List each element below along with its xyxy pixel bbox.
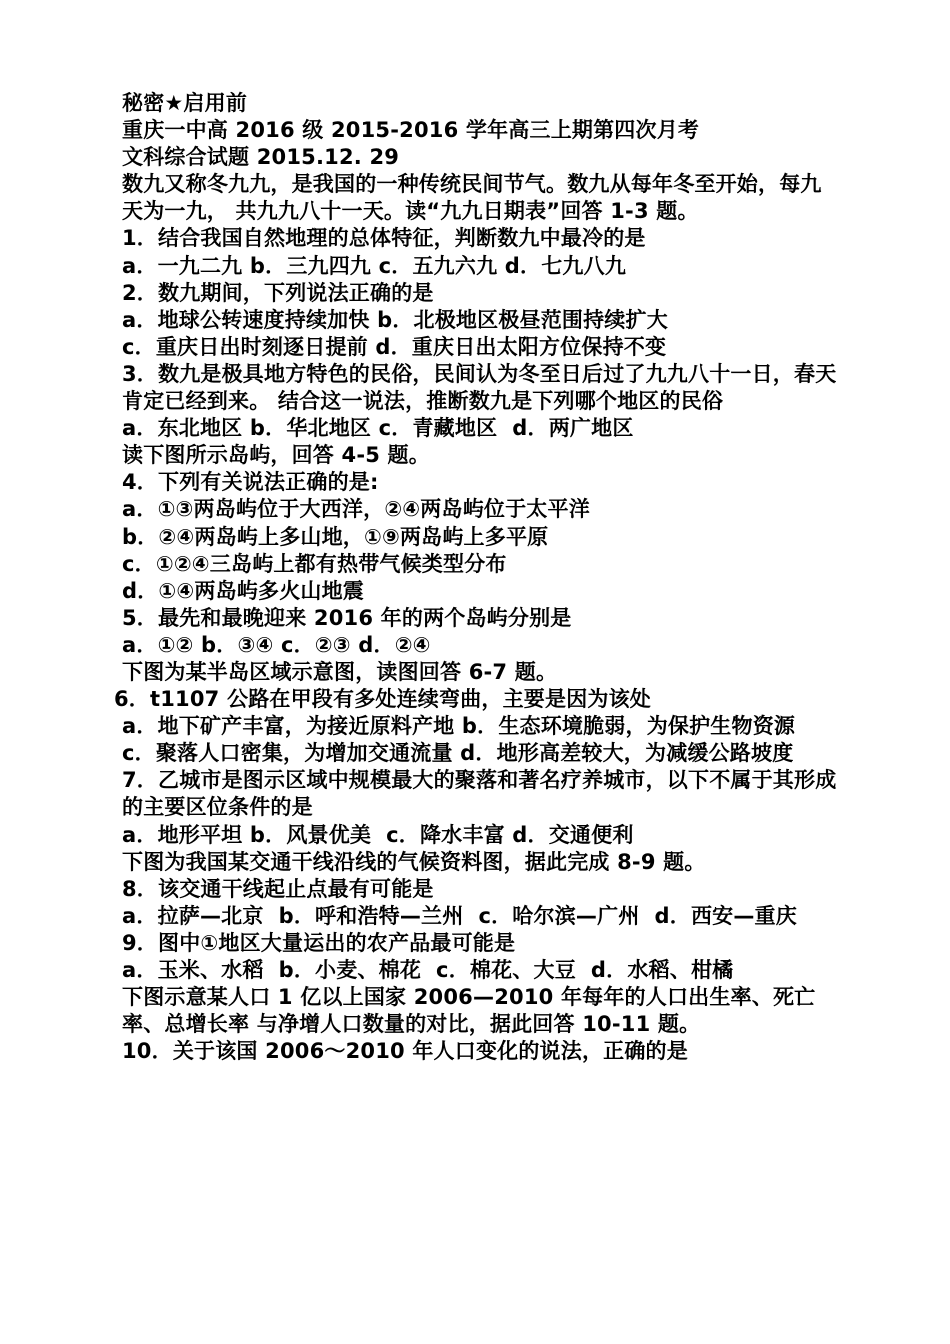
question-4-option-a: a．①③两岛屿位于大西洋，②④两岛屿位于太平洋 bbox=[122, 497, 590, 522]
question-2: 2．数九期间，下列说法正确的是 bbox=[122, 280, 434, 305]
intro-paragraph-2: 读下图所示岛屿，回答 4-5 题。 bbox=[122, 443, 430, 468]
question-1: 1．结合我国自然地理的总体特征，判断数九中最冷的是 bbox=[122, 226, 646, 251]
question-5-options: a．①② b．③④ c．②③ d．②④ bbox=[122, 632, 431, 657]
exam-page bbox=[114, 90, 838, 1065]
question-1-options: a．一九二九 b．三九四九 c．五九六九 d．七九八九 bbox=[122, 253, 627, 278]
question-7-options: a．地形平坦 b．风景优美 c．降水丰富 d．交通便利 bbox=[122, 822, 634, 847]
question-8-options: a．拉萨—北京 b．呼和浩特—兰州 c．哈尔滨—广州 d．西安—重庆 bbox=[122, 903, 797, 928]
question-6-options-ab: a．地下矿产丰富，为接近原料产地 b．生态环境脆弱，为保护生物资源 bbox=[122, 714, 796, 739]
question-6: 6．t1107 公路在甲段有多处连续弯曲，主要是因为该处 bbox=[114, 687, 652, 712]
secret-mark: 秘密★启用前 bbox=[122, 91, 248, 115]
question-3-options: a．东北地区 b．华北地区 c．青藏地区 d．两广地区 bbox=[122, 416, 634, 441]
question-7: 7．乙城市是图示区域中规模最大的聚落和著名疗养城市，以下不属于其形成的主要区位条件的是 bbox=[122, 768, 837, 820]
question-4-option-d: d．①④两岛屿多火山地震 bbox=[122, 578, 364, 603]
exam-subtitle: 文科综合试题 2015.12. 29 bbox=[122, 145, 400, 170]
question-4-option-c: c．①②④三岛屿上都有热带气候类型分布 bbox=[122, 551, 507, 576]
question-4: 4．下列有关说法正确的是: bbox=[122, 470, 379, 495]
question-9: 9．图中①地区大量运出的农产品最可能是 bbox=[122, 930, 516, 955]
question-4-option-b: b．②④两岛屿上多山地，①⑨两岛屿上多平原 bbox=[122, 524, 549, 549]
question-5: 5．最先和最晚迎来 2016 年的两个岛屿分别是 bbox=[122, 605, 572, 630]
question-2-options-cd: c．重庆日出时刻逐日提前 d．重庆日出太阳方位保持不变 bbox=[122, 334, 667, 359]
intro-paragraph-1: 数九又称冬九九，是我国的一种传统民间节气。数九从每年冬至开始，每九天为一九， 共九九八十一天。读“九九日期表”回答 1-3 题。 bbox=[122, 172, 822, 224]
question-2-options-ab: a．地球公转速度持续加快 b．北极地区极昼范围持续扩大 bbox=[122, 307, 668, 332]
question-3: 3．数九是极具地方特色的民俗，民间认为冬至日后过了九九八十一日，春天肯定已经到来。 结合这一说法，推断数九是下列哪个地区的民俗 bbox=[122, 361, 837, 414]
question-10: 10．关于该国 2006～2010 年人口变化的说法，正确的是 bbox=[122, 1039, 688, 1064]
intro-paragraph-4: 下图为我国某交通干线沿线的气候资料图，据此完成 8-9 题。 bbox=[122, 849, 706, 874]
exam-title: 重庆一中高 2016 级 2015-2016 学年高三上期第四次月考 bbox=[122, 118, 700, 143]
intro-paragraph-3: 下图为某半岛区域示意图，读图回答 6-7 题。 bbox=[122, 659, 558, 684]
question-9-options: a．玉米、水稻 b．小麦、棉花 c．棉花、大豆 d．水稻、柑橘 bbox=[122, 958, 734, 982]
question-6-options-cd: c．聚落人口密集，为增加交通流量 d．地形高差较大，为减缓公路坡度 bbox=[122, 741, 794, 766]
intro-paragraph-5: 下图示意某人口 1 亿以上国家 2006—2010 年每年的人口出生率、死亡率、总增长率 与净增人口数量的对比，据此回答 10-11 题。 bbox=[122, 985, 816, 1037]
question-8: 8．该交通干线起止点最有可能是 bbox=[122, 876, 434, 901]
